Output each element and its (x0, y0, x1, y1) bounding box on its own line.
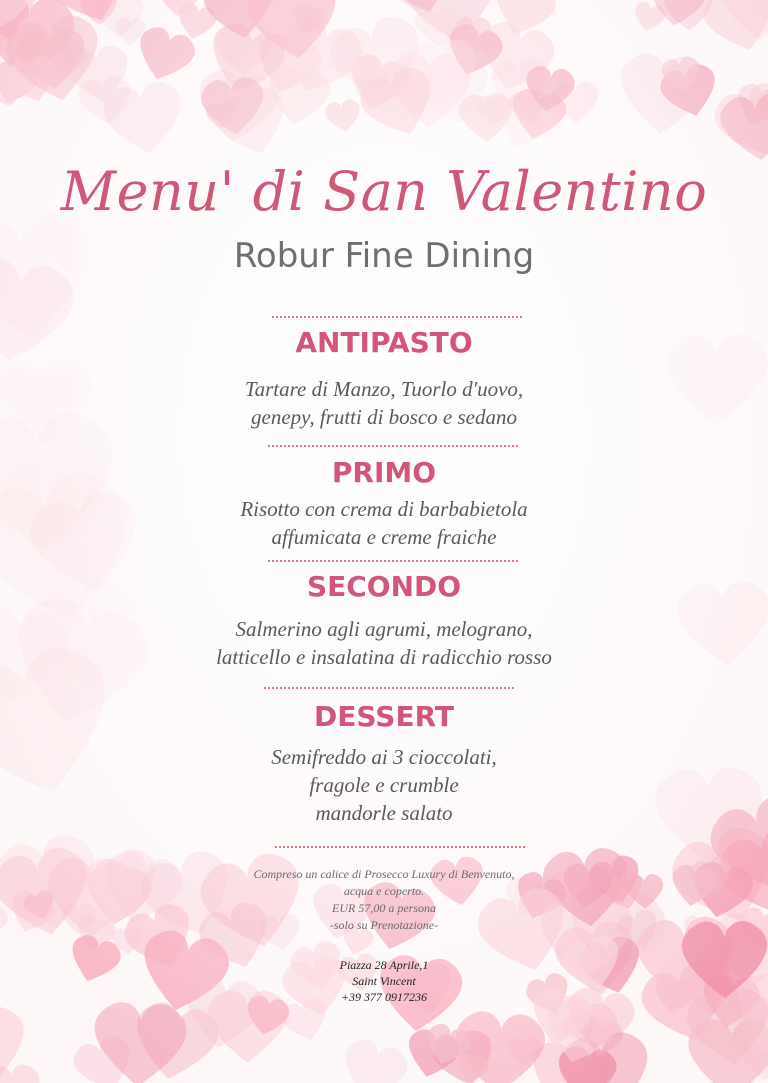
course-line: Semifreddo ai 3 cioccolati, (271, 745, 497, 769)
course-title-dessert: DESSERT (314, 700, 454, 733)
address-line: Piazza 28 Aprile,1 (339, 958, 429, 972)
course-description-dessert (0, 743, 768, 827)
course-line: mandorle salato (315, 801, 453, 825)
course-line: latticello e insalatina di radicchio rosso (216, 645, 552, 669)
divider (264, 687, 514, 689)
notes-line: Compreso un calice di Prosecco Luxury di Benvenuto, (253, 867, 515, 881)
menu-title: Menu' di San Valentino (60, 160, 708, 223)
course-title-secondo: SECONDO (306, 570, 462, 603)
divider (268, 560, 518, 562)
course-line: Risotto con crema di barbabietola (240, 497, 528, 521)
notes-line: -solo su Prenotazione- (329, 918, 439, 932)
menu-notes (0, 866, 768, 934)
restaurant-address (0, 957, 768, 1005)
restaurant-name: Robur Fine Dining (233, 236, 535, 276)
divider (275, 846, 525, 848)
course-description-primo (0, 495, 768, 551)
course-line: genepy, frutti di bosco e sedano (251, 405, 517, 429)
address-line: +39 377 0917236 (340, 990, 428, 1004)
course-description-secondo (0, 615, 768, 671)
notes-line: EUR 57,00 a persona (332, 901, 436, 915)
course-line: Tartare di Manzo, Tuorlo d'uovo, (244, 377, 524, 401)
course-title-antipasto: ANTIPASTO (295, 326, 473, 359)
course-line: affumicata e creme fraiche (271, 525, 497, 549)
course-description-antipasto (0, 375, 768, 431)
notes-line: acqua e coperto. (343, 884, 425, 898)
divider (272, 316, 522, 318)
address-line: Saint Vincent (352, 974, 416, 988)
course-line: fragole e crumble (309, 773, 459, 797)
course-line: Salmerino agli agrumi, melograno, (235, 617, 533, 641)
divider (268, 445, 518, 447)
course-title-primo: PRIMO (331, 456, 437, 489)
